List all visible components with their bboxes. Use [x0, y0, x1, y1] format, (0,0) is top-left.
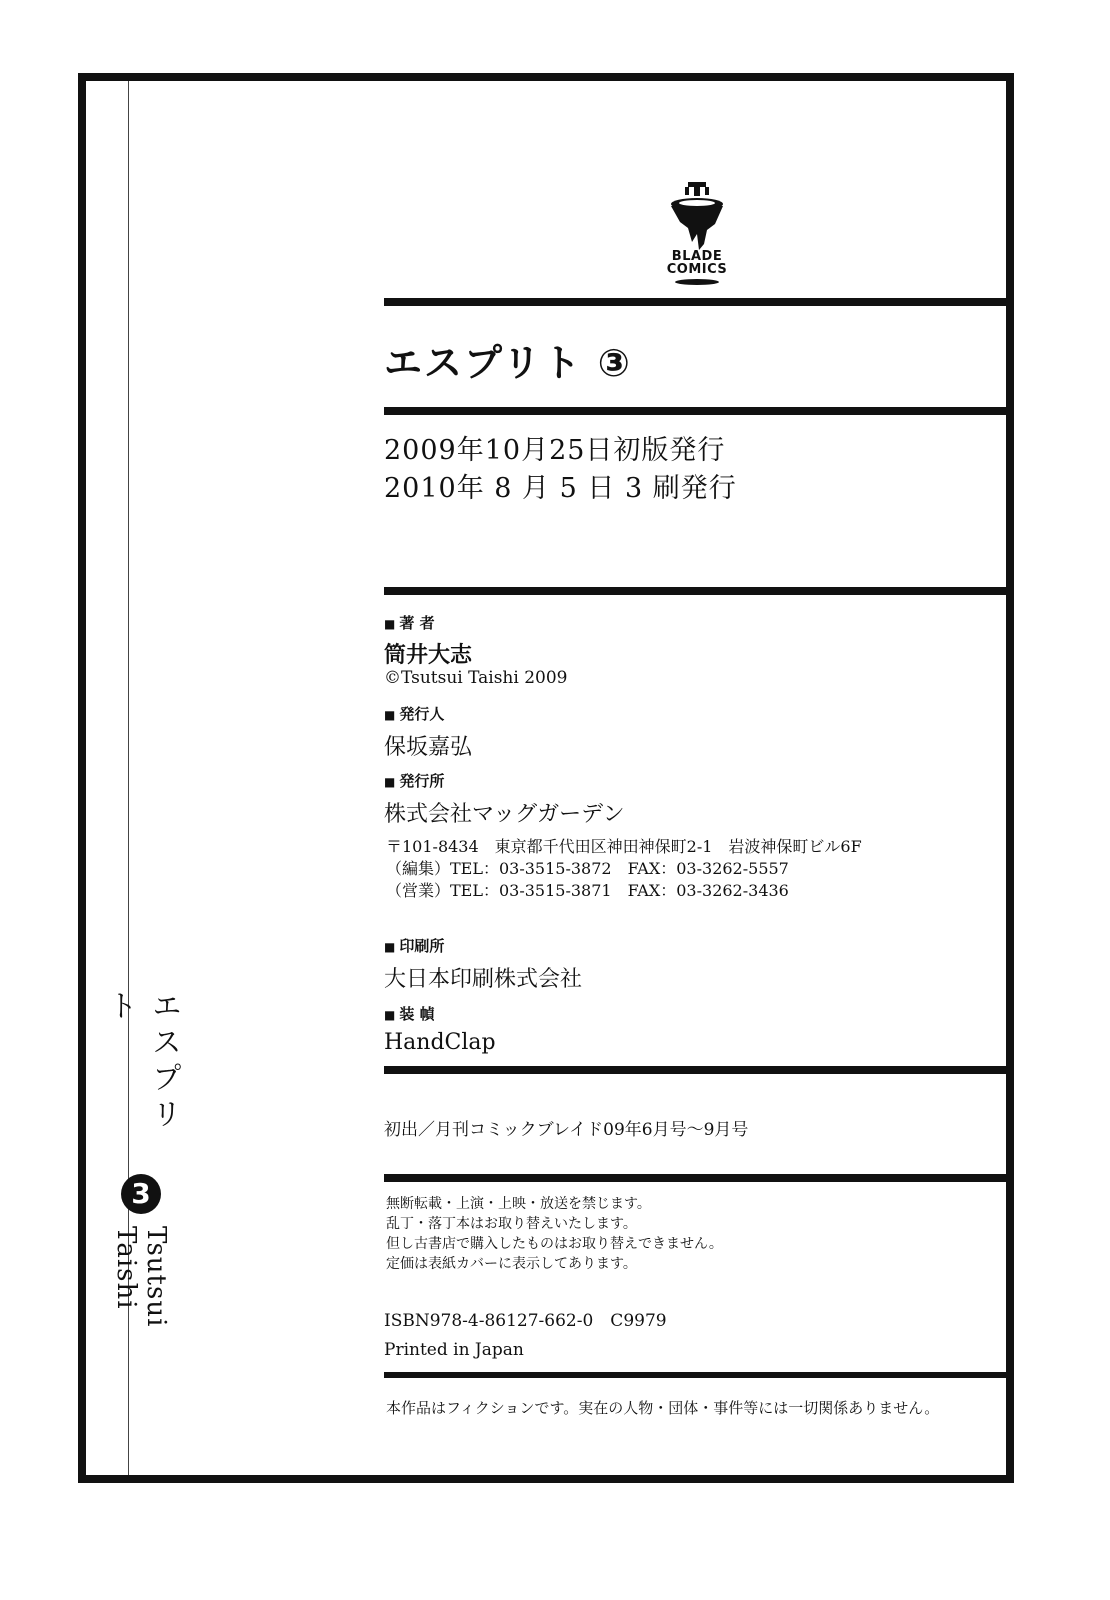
design-name: HandClap — [384, 1030, 496, 1055]
spine-title: エスプリト — [102, 990, 181, 1134]
legal-notices — [386, 1194, 723, 1274]
publisher-address: 〒101-8434 東京都千代田区神田神保町2-1 岩波神保町ビル6F — [386, 837, 862, 856]
notice-line: 但し古書店で購入したものはお取り替えできません。 — [386, 1236, 723, 1252]
issuer-name: 保坂嘉弘 — [384, 735, 473, 760]
rule-top — [384, 298, 1014, 306]
rule-appearance — [384, 1174, 1014, 1182]
first-appearance: 初出／月刊コミックブレイド09年6月号～9月号 — [384, 1120, 749, 1140]
notice-line: 乱丁・落丁本はお取り替えいたします。 — [386, 1216, 637, 1232]
publisher-heading: ■ 発行所 — [384, 770, 444, 791]
logo-text: BLADE COMICS — [666, 249, 728, 277]
spine — [102, 990, 181, 1410]
issuer-heading: ■ 発行人 — [384, 703, 444, 724]
fiction-notice: 本作品はフィクションです。実在の人物・団体・事件等には一切関係ありません。 — [386, 1399, 940, 1417]
third-printing-date: 2010年 8 月 5 日 3 刷発行 — [384, 473, 737, 504]
spine-volume-badge: 3 — [121, 1174, 161, 1214]
rule-credits — [384, 1066, 1014, 1074]
rule-dates — [384, 587, 1014, 595]
printed-in: Printed in Japan — [384, 1340, 524, 1360]
publisher-sales-contact: （営業）TEL：03-3515-3871 FAX：03-3262-3436 — [386, 881, 789, 900]
notice-line: 無断転載・上演・上映・放送を禁じます。 — [386, 1196, 651, 1212]
isbn: ISBN978-4-86127-662-0 C9979 — [384, 1311, 667, 1331]
rule-bottom — [384, 1372, 1014, 1378]
publisher-editorial-contact: （編集）TEL：03-3515-3872 FAX：03-3262-5557 — [386, 859, 789, 878]
printer-name: 大日本印刷株式会社 — [384, 967, 583, 992]
spine-author: Tsutsui Taishi — [111, 1226, 171, 1328]
rule-title — [384, 407, 1014, 415]
author-name: 筒井大志 — [384, 642, 473, 668]
printer-heading: ■ 印刷所 — [384, 935, 444, 956]
design-heading: ■ 装 幀 — [384, 1003, 435, 1024]
book-title: エスプリト ③ — [384, 341, 632, 385]
publisher-name: 株式会社マッグガーデン — [384, 802, 625, 827]
notice-line: 定価は表紙カバーに表示してあります。 — [386, 1256, 637, 1272]
first-edition-date: 2009年10月25日初版発行 — [384, 435, 726, 466]
author-heading: ■ 著 者 — [384, 612, 435, 633]
author-copyright: ©Tsutsui Taishi 2009 — [384, 668, 568, 688]
